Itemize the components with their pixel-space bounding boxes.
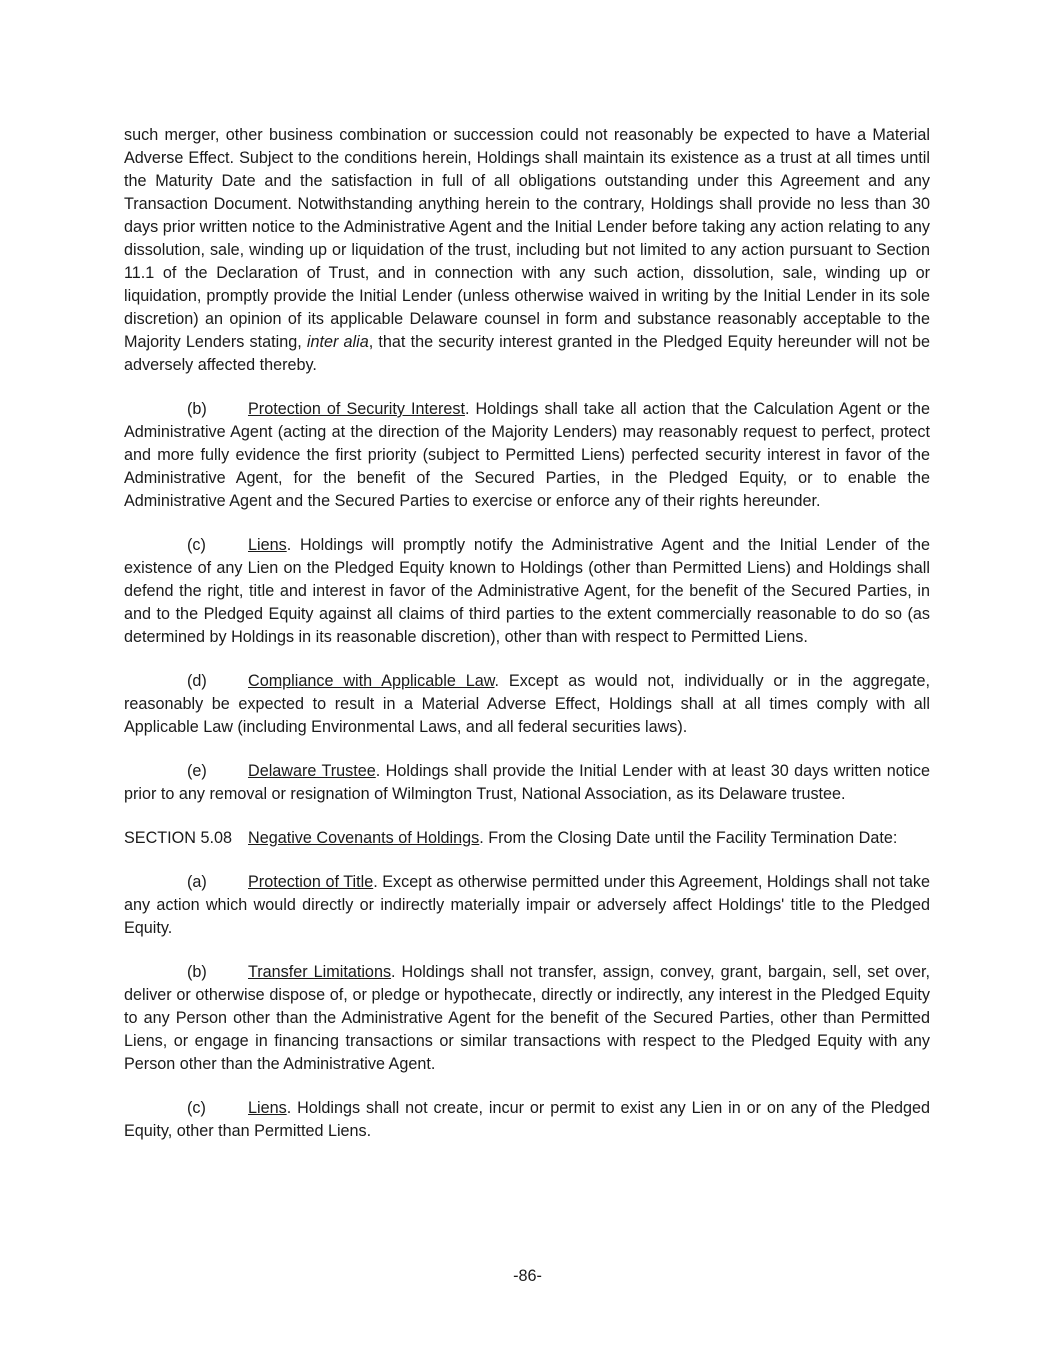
clause-text: . Holdings shall not create, incur or permit to exist any Lien in or on any of the Pledged Equity, other than Permitted Liens. — [124, 1099, 930, 1140]
clause-heading: Liens — [248, 536, 287, 554]
document-body — [124, 124, 930, 1143]
clause-number: (b) — [187, 963, 207, 981]
clause-text: . Holdings shall provide the Initial Lender with at least 30 days written notice prior to any removal or resignation of Wilmington Trust, National Association, as its Delaware trustee. — [124, 762, 930, 803]
clause-number: (e) — [187, 762, 207, 780]
clause-e-delaware-trustee — [124, 760, 930, 806]
section-5-08-heading — [124, 827, 930, 850]
clause-number: (a) — [187, 873, 207, 891]
clause-a-protection-of-title — [124, 871, 930, 940]
clause-c-liens-negative — [124, 1097, 930, 1143]
clause-text: . Holdings shall not transfer, assign, convey, grant, bargain, sell, set over, deliver or otherwise dispose of, or pledge or hypothecate, directly or indirectly, any interest in the Pledged Equity to any Person other than the Administrative Agent for the benefit of the Secured Parties, other than Permitted Liens, or engage in financing transactions or similar transactions with respect to the Pledged Equity with any Person other than the Administrative Agent. — [124, 963, 930, 1073]
clause-c-liens — [124, 534, 930, 649]
clause-text: . Holdings shall take all action that the Calculation Agent or the Administrative Agent (acting at the direction of the Majority Lenders) may reasonably request to perfect, protect and more fully evidence the first priority (subject to Permitted Liens) perfected security interest in favor of the Administrative Agent, for the benefit of the Secured Parties, in the Pledged Equity, or to enable the Administrative Agent and the Secured Parties to exercise or enforce any of their rights hereunder. — [124, 400, 930, 510]
clause-heading: Protection of Security Interest — [248, 400, 465, 418]
paragraph-text: , that the security interest granted in the Pledged Equity hereunder will not be adversely affected thereby. — [124, 333, 930, 374]
section-text: . From the Closing Date until the Facility Termination Date: — [479, 829, 898, 847]
clause-text: . Holdings will promptly notify the Administrative Agent and the Initial Lender of the existence of any Lien on the Pledged Equity known to Holdings (other than Permitted Liens) and Holdings shall defend the right, title and interest in favor of the Administrative Agent, for the benefit of the Secured Parties, in and to the Pledged Equity against all claims of third parties to the extent commercially reasonable to do so (as determined by Holdings in its reasonable discretion), other than with respect to Permitted Liens. — [124, 536, 930, 646]
clause-heading: Transfer Limitations — [248, 963, 392, 981]
clause-number: (c) — [187, 1099, 206, 1117]
clause-number: (b) — [187, 400, 207, 418]
clause-heading: Protection of Title — [248, 873, 374, 891]
clause-text: . Except as would not, individually or in the aggregate, reasonably be expected to result in a Material Adverse Effect, Holdings shall at all times comply with all Applicable Law (including Environmental Laws, and all federal securities laws). — [124, 672, 930, 736]
clause-number: (d) — [187, 672, 207, 690]
clause-b-protection-of-security-interest — [124, 398, 930, 513]
section-number: SECTION 5.08 — [124, 829, 232, 847]
clause-heading: Liens — [248, 1099, 287, 1117]
paragraph-text: such merger, other business combination or succession could not reasonably be expected to have a Material Adverse Effect. Subject to the conditions herein, Holdings shall maintain its existence as a trust at all times until the Maturity Date and the satisfaction in full of all obligations outstanding under this Agreement and any Transaction Document. Notwithstanding anything herein to the contrary, Holdings shall provide no less than 30 days prior written notice to the Administrative Agent and the Initial Lender before taking any action relating to any dissolution, sale, winding up or liquidation of the trust, including but not limited to any action pursuant to Section 11.1 of the Declaration of Trust, and in connection with any such action, dissolution, sale, winding up or liquidation, promptly provide the Initial Lender (unless otherwise waived in writing by the Initial Lender in its sole discretion) an opinion of its applicable Delaware counsel in form and substance reasonably acceptable to the Majority Lenders stating, — [124, 126, 930, 351]
clause-number: (c) — [187, 536, 206, 554]
page-number: -86- — [513, 1267, 542, 1285]
section-heading: Negative Covenants of Holdings — [248, 829, 480, 847]
clause-b-transfer-limitations — [124, 961, 930, 1076]
clause-text: . Except as otherwise permitted under this Agreement, Holdings shall not take any action which would directly or indirectly materially impair or adversely affect Holdings' title to the Pledged Equity. — [124, 873, 930, 937]
clause-heading: Compliance with Applicable Law — [248, 672, 495, 690]
clause-d-compliance — [124, 670, 930, 739]
paragraph-continuation — [124, 124, 930, 377]
italic-term: inter alia — [306, 333, 369, 351]
clause-heading: Delaware Trustee — [248, 762, 376, 780]
